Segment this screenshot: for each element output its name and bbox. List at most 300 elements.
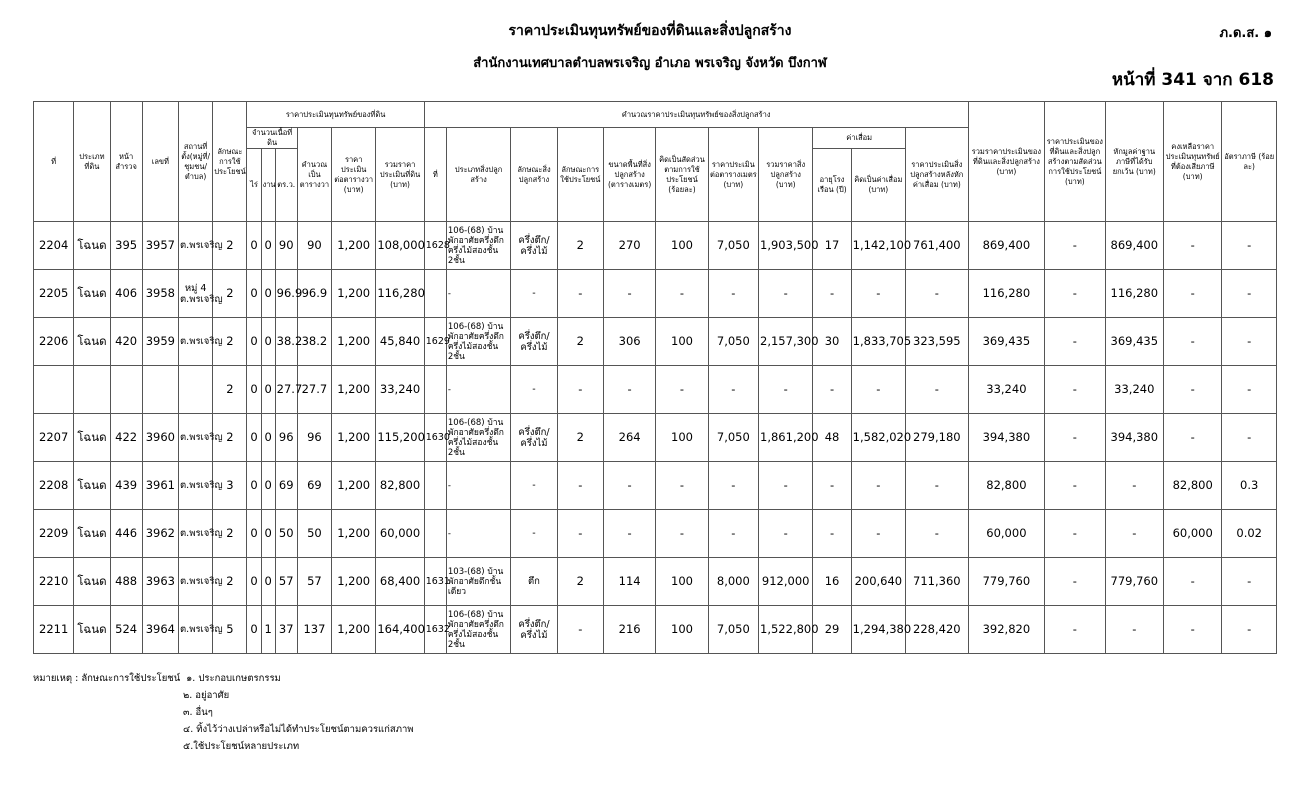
cell-calc: 137 — [297, 606, 331, 654]
note-item: ๔. ทิ้งไว้ว่างเปล่าหรือไม่ได้ทำประโยชน์ตามควรแก่สภาพ — [183, 724, 414, 735]
cell-exempt: 869,400 — [1105, 222, 1163, 270]
cell-dep: - — [851, 270, 905, 318]
cell-land-type: โฉนด — [74, 414, 110, 462]
cell-number — [142, 366, 178, 414]
cell-dep: 1,142,100 — [851, 222, 905, 270]
cell-location: หมู่ 4 ต.พรเจริญ — [179, 270, 213, 318]
cell-exempt: - — [1105, 606, 1163, 654]
cell-after-dep: 323,595 — [906, 318, 969, 366]
cell-ngan: 0 — [261, 366, 275, 414]
cell-b-kind: ครึ่งตึก/ครึ่งไม้ — [511, 318, 557, 366]
cell-rate: - — [1222, 414, 1277, 462]
cell-number: 3957 — [142, 222, 178, 270]
cell-b-total: 1,903,500 — [759, 222, 813, 270]
group-land: ราคาประเมินทุนทรัพย์ของที่ดิน — [247, 102, 424, 128]
cell-rate: - — [1222, 318, 1277, 366]
cell-b-ppsm: 7,050 — [708, 606, 758, 654]
cell-b-kind: ครึ่งตึก/ครึ่งไม้ — [511, 606, 557, 654]
cell-page: 395 — [110, 222, 142, 270]
col-location: สถานที่ตั้ง(หมู่ที่/ชุมชน/ตำบล) — [179, 102, 213, 222]
cell-b-ppsm: 8,000 — [708, 558, 758, 606]
cell-b-total: 2,157,300 — [759, 318, 813, 366]
cell-b-use: - — [557, 510, 603, 558]
cell-exempt: 779,760 — [1105, 558, 1163, 606]
cell-b-kind: ตึก — [511, 558, 557, 606]
cell-use: 2 — [213, 318, 247, 366]
table-row — [34, 414, 1277, 462]
cell-ngan: 1 — [261, 606, 275, 654]
cell-dep: - — [851, 462, 905, 510]
cell-b-size: - — [603, 270, 655, 318]
cell-b-no — [424, 366, 446, 414]
cell-grand: 394,380 — [968, 414, 1045, 462]
cell-remain: 60,000 — [1163, 510, 1221, 558]
cell-grand: 116,280 — [968, 270, 1045, 318]
cell-ngan: 0 — [261, 510, 275, 558]
cell-b-size: 114 — [603, 558, 655, 606]
cell-remain: - — [1163, 606, 1221, 654]
cell-ngan: 0 — [261, 222, 275, 270]
cell-after-dep: - — [906, 366, 969, 414]
cell-page: 420 — [110, 318, 142, 366]
cell-calc: 38.2 — [297, 318, 331, 366]
cell-land-total: 115,200 — [376, 414, 424, 462]
cell-rai: 0 — [247, 558, 261, 606]
cell-land-type: โฉนด — [74, 606, 110, 654]
cell-no: 2210 — [34, 558, 74, 606]
cell-location: ต.พรเจริญ — [179, 462, 213, 510]
cell-b-no: 1630 — [424, 414, 446, 462]
cell-by-use: - — [1045, 606, 1105, 654]
col-age: อายุโรงเรือน (ปี) — [813, 149, 851, 222]
cell-land-type: โฉนด — [74, 318, 110, 366]
cell-b-total: 1,522,800 — [759, 606, 813, 654]
cell-location: ต.พรเจริญ — [179, 222, 213, 270]
cell-b-use: - — [557, 606, 603, 654]
cell-remain: - — [1163, 366, 1221, 414]
cell-b-ppsm: - — [708, 510, 758, 558]
cell-by-use: - — [1045, 462, 1105, 510]
cell-location: ต.พรเจริญ — [179, 558, 213, 606]
cell-exempt: - — [1105, 510, 1163, 558]
cell-remain: - — [1163, 270, 1221, 318]
col-remaining: คงเหลือราคาประเมินทุนทรัพย์ที่ต้องเสียภาษี (บาท) — [1163, 102, 1221, 222]
cell-location — [179, 366, 213, 414]
col-building-type: ประเภทสิ่งปลูกสร้าง — [446, 128, 510, 222]
cell-after-dep: 711,360 — [906, 558, 969, 606]
note-item: ๑. ประกอบเกษตรกรรม — [186, 673, 281, 684]
cell-wa: 37 — [275, 606, 297, 654]
col-wa: ตร.ว. — [275, 149, 297, 222]
cell-b-kind: - — [511, 270, 557, 318]
cell-use: 3 — [213, 462, 247, 510]
cell-b-no — [424, 270, 446, 318]
cell-b-type: - — [446, 510, 510, 558]
form-code: ภ.ด.ส. ๑ — [1219, 26, 1272, 41]
cell-use: 2 — [213, 222, 247, 270]
cell-location: ต.พรเจริญ — [179, 318, 213, 366]
col-ngan: งาน — [261, 149, 275, 222]
cell-use: 2 — [213, 510, 247, 558]
cell-number: 3961 — [142, 462, 178, 510]
cell-page: 488 — [110, 558, 142, 606]
cell-b-kind: - — [511, 366, 557, 414]
cell-grand: 60,000 — [968, 510, 1045, 558]
cell-b-use: - — [557, 270, 603, 318]
cell-b-size: - — [603, 366, 655, 414]
cell-page: 524 — [110, 606, 142, 654]
cell-rai: 0 — [247, 606, 261, 654]
cell-rai: 0 — [247, 318, 261, 366]
cell-ppw: 1,200 — [332, 558, 376, 606]
cell-dep: 1,833,705 — [851, 318, 905, 366]
col-price-per-wa: ราคาประเมินต่อตารางวา (บาท) — [332, 128, 376, 222]
cell-calc: 96.9 — [297, 270, 331, 318]
cell-number: 3963 — [142, 558, 178, 606]
cell-no: 2204 — [34, 222, 74, 270]
cell-page — [110, 366, 142, 414]
cell-after-dep: 761,400 — [906, 222, 969, 270]
cell-land-type: โฉนด — [74, 222, 110, 270]
cell-b-total: - — [759, 510, 813, 558]
col-land-total: รวมราคาประเมินที่ดิน (บาท) — [376, 128, 424, 222]
cell-page: 422 — [110, 414, 142, 462]
cell-rate: - — [1222, 558, 1277, 606]
col-by-use: ราคาประเมินของที่ดินและสิ่งปลูกสร้างตามสัดส่วนการใช้ประโยชน์ (บาท) — [1045, 102, 1105, 222]
cell-land-type: โฉนด — [74, 270, 110, 318]
cell-b-kind: - — [511, 510, 557, 558]
cell-number: 3964 — [142, 606, 178, 654]
cell-no: 2206 — [34, 318, 74, 366]
cell-b-pct: 100 — [656, 558, 708, 606]
cell-dep: 1,294,380 — [851, 606, 905, 654]
cell-after-dep: - — [906, 510, 969, 558]
cell-wa: 96.9 — [275, 270, 297, 318]
col-land-type: ประเภทที่ดิน — [74, 102, 110, 222]
cell-rate: - — [1222, 270, 1277, 318]
notes — [33, 670, 414, 755]
cell-b-ppsm: 7,050 — [708, 414, 758, 462]
cell-b-type: - — [446, 366, 510, 414]
cell-b-no: 1629 — [424, 318, 446, 366]
cell-number: 3960 — [142, 414, 178, 462]
cell-land-type: โฉนด — [74, 558, 110, 606]
cell-b-kind: - — [511, 462, 557, 510]
cell-b-ppsm: - — [708, 270, 758, 318]
cell-land-type: โฉนด — [74, 510, 110, 558]
cell-by-use: - — [1045, 414, 1105, 462]
note-item: ๕.ใช้ประโยชน์หลายประเภท — [183, 741, 300, 752]
cell-b-ppsm: - — [708, 462, 758, 510]
page-number: หน้าที่ 341 จาก 618 — [1111, 70, 1274, 90]
cell-after-dep: 228,420 — [906, 606, 969, 654]
cell-remain: 82,800 — [1163, 462, 1221, 510]
cell-b-pct: 100 — [656, 414, 708, 462]
cell-use: 2 — [213, 366, 247, 414]
cell-b-pct: 100 — [656, 606, 708, 654]
col-depreciation-amount: คิดเป็นค่าเสื่อม (บาท) — [851, 149, 905, 222]
cell-no: 2208 — [34, 462, 74, 510]
cell-b-size: - — [603, 462, 655, 510]
cell-no: 2209 — [34, 510, 74, 558]
cell-age: 30 — [813, 318, 851, 366]
cell-dep: 1,582,020 — [851, 414, 905, 462]
cell-rate: 0.02 — [1222, 510, 1277, 558]
cell-b-total: - — [759, 462, 813, 510]
col-number: เลขที่ — [142, 102, 178, 222]
table-row — [34, 462, 1277, 510]
table-body — [34, 222, 1277, 654]
cell-location: ต.พรเจริญ — [179, 510, 213, 558]
cell-b-total: 912,000 — [759, 558, 813, 606]
cell-no: 2211 — [34, 606, 74, 654]
cell-b-type: - — [446, 270, 510, 318]
cell-b-total: 1,861,200 — [759, 414, 813, 462]
cell-ppw: 1,200 — [332, 270, 376, 318]
cell-wa: 96 — [275, 414, 297, 462]
table-row — [34, 366, 1277, 414]
cell-land-total: 45,840 — [376, 318, 424, 366]
cell-remain: - — [1163, 222, 1221, 270]
cell-b-size: 216 — [603, 606, 655, 654]
cell-exempt: 369,435 — [1105, 318, 1163, 366]
cell-use: 2 — [213, 414, 247, 462]
cell-land-total: 108,000 — [376, 222, 424, 270]
cell-rai: 0 — [247, 510, 261, 558]
cell-b-use: 2 — [557, 414, 603, 462]
cell-grand: 33,240 — [968, 366, 1045, 414]
cell-b-use: 2 — [557, 318, 603, 366]
cell-rai: 0 — [247, 414, 261, 462]
col-calc-area: คำนวณเป็นตารางวา — [297, 128, 331, 222]
cell-land-total: 68,400 — [376, 558, 424, 606]
assessment-table — [33, 101, 1277, 654]
cell-page: 439 — [110, 462, 142, 510]
group-land-area: จำนวนเนื้อที่ดิน — [247, 128, 297, 149]
cell-calc: 27.7 — [297, 366, 331, 414]
cell-ppw: 1,200 — [332, 366, 376, 414]
cell-by-use: - — [1045, 318, 1105, 366]
cell-b-pct: 100 — [656, 222, 708, 270]
cell-b-pct: - — [656, 270, 708, 318]
cell-b-use: 2 — [557, 558, 603, 606]
col-after-depreciation: ราคาประเมินสิ่งปลูกสร้างหลังหักค่าเสื่อม (บาท) — [906, 128, 969, 222]
cell-b-type: 106-(68) บ้านพักอาศัยครึ่งตึกครึ่งไม้สองชั้น 2ชั้น — [446, 606, 510, 654]
cell-dep: 200,640 — [851, 558, 905, 606]
table-row — [34, 510, 1277, 558]
cell-grand: 369,435 — [968, 318, 1045, 366]
cell-ppw: 1,200 — [332, 462, 376, 510]
note-item: ๒. อยู่อาศัย — [183, 690, 230, 701]
cell-use: 2 — [213, 558, 247, 606]
cell-by-use: - — [1045, 270, 1105, 318]
cell-number: 3958 — [142, 270, 178, 318]
cell-use: 2 — [213, 270, 247, 318]
cell-b-size: 264 — [603, 414, 655, 462]
document-title: ราคาประเมินทุนทรัพย์ของที่ดินและสิ่งปลูกสร้าง — [508, 23, 792, 39]
cell-ngan: 0 — [261, 270, 275, 318]
cell-b-size: 306 — [603, 318, 655, 366]
cell-b-no — [424, 462, 446, 510]
cell-b-use: 2 — [557, 222, 603, 270]
cell-b-no: 1631 — [424, 558, 446, 606]
cell-b-type: 106-(68) บ้านพักอาศัยครึ่งตึกครึ่งไม้สองชั้น 2ชั้น — [446, 414, 510, 462]
cell-ppw: 1,200 — [332, 510, 376, 558]
cell-rai: 0 — [247, 270, 261, 318]
cell-b-use: - — [557, 366, 603, 414]
cell-land-total: 82,800 — [376, 462, 424, 510]
cell-grand: 82,800 — [968, 462, 1045, 510]
cell-ppw: 1,200 — [332, 318, 376, 366]
cell-wa: 38.2 — [275, 318, 297, 366]
cell-no — [34, 366, 74, 414]
cell-no: 2207 — [34, 414, 74, 462]
table-row — [34, 558, 1277, 606]
cell-b-size: 270 — [603, 222, 655, 270]
cell-wa: 69 — [275, 462, 297, 510]
cell-after-dep: 279,180 — [906, 414, 969, 462]
col-survey-page: หน้าสำรวจ — [110, 102, 142, 222]
col-grand-total: รวมราคาประเมินของที่ดินและสิ่งปลูกสร้าง (บาท) — [968, 102, 1045, 222]
cell-b-pct: - — [656, 510, 708, 558]
cell-number: 3962 — [142, 510, 178, 558]
cell-b-no: 1628 — [424, 222, 446, 270]
col-no: ที่ — [34, 102, 74, 222]
cell-age: 17 — [813, 222, 851, 270]
cell-b-no — [424, 510, 446, 558]
cell-age: - — [813, 462, 851, 510]
cell-no: 2205 — [34, 270, 74, 318]
cell-age: - — [813, 366, 851, 414]
cell-exempt: 33,240 — [1105, 366, 1163, 414]
group-building: คำนวณราคาประเมินทุนทรัพย์ของสิ่งปลูกสร้าง — [424, 102, 968, 128]
document-subtitle: สำนักงานเทศบาลตำบลพรเจริญ อำเภอ พรเจริญ จังหวัด บึงกาฬ — [473, 56, 827, 71]
cell-by-use: - — [1045, 510, 1105, 558]
table-row — [34, 606, 1277, 654]
cell-remain: - — [1163, 414, 1221, 462]
cell-age: 16 — [813, 558, 851, 606]
cell-rate: - — [1222, 606, 1277, 654]
cell-b-type: 106-(68) บ้านพักอาศัยครึ่งตึกครึ่งไม้สองชั้น 2ชั้น — [446, 318, 510, 366]
col-building-use: ลักษณะการใช้ประโยชน์ — [557, 128, 603, 222]
cell-wa: 50 — [275, 510, 297, 558]
cell-rai: 0 — [247, 462, 261, 510]
col-land-use: ลักษณะการใช้ประโยชน์ — [213, 102, 247, 222]
cell-location: ต.พรเจริญ — [179, 606, 213, 654]
cell-after-dep: - — [906, 270, 969, 318]
cell-wa: 27.7 — [275, 366, 297, 414]
cell-age: 48 — [813, 414, 851, 462]
cell-dep: - — [851, 510, 905, 558]
cell-exempt: 116,280 — [1105, 270, 1163, 318]
cell-exempt: - — [1105, 462, 1163, 510]
cell-land-total: 164,400 — [376, 606, 424, 654]
cell-remain: - — [1163, 318, 1221, 366]
cell-page: 406 — [110, 270, 142, 318]
cell-b-ppsm: - — [708, 366, 758, 414]
cell-b-total: - — [759, 366, 813, 414]
cell-b-kind: ครึ่งตึก/ครึ่งไม้ — [511, 414, 557, 462]
cell-land-total: 33,240 — [376, 366, 424, 414]
cell-land-type: โฉนด — [74, 462, 110, 510]
cell-b-ppsm: 7,050 — [708, 318, 758, 366]
cell-number: 3959 — [142, 318, 178, 366]
cell-age: - — [813, 510, 851, 558]
cell-ngan: 0 — [261, 414, 275, 462]
cell-b-no: 1632 — [424, 606, 446, 654]
col-building-size: ขนาดพื้นที่สิ่งปลูกสร้าง (ตารางเมตร) — [603, 128, 655, 222]
cell-b-use: - — [557, 462, 603, 510]
cell-calc: 50 — [297, 510, 331, 558]
cell-calc: 69 — [297, 462, 331, 510]
cell-ppw: 1,200 — [332, 606, 376, 654]
cell-rate: - — [1222, 222, 1277, 270]
cell-remain: - — [1163, 558, 1221, 606]
col-building-total: รวมราคาสิ่งปลูกสร้าง (บาท) — [759, 128, 813, 222]
cell-b-type: - — [446, 462, 510, 510]
group-depreciation: ค่าเสื่อม — [813, 128, 906, 149]
col-rai: ไร่ — [247, 149, 261, 222]
cell-by-use: - — [1045, 366, 1105, 414]
cell-page: 446 — [110, 510, 142, 558]
cell-b-type: 103-(68) บ้านพักอาศัยตึกชั้นเดียว — [446, 558, 510, 606]
cell-age: 29 — [813, 606, 851, 654]
cell-age: - — [813, 270, 851, 318]
cell-rai: 0 — [247, 366, 261, 414]
cell-exempt: 394,380 — [1105, 414, 1163, 462]
cell-ngan: 0 — [261, 318, 275, 366]
cell-b-pct: 100 — [656, 318, 708, 366]
cell-b-total: - — [759, 270, 813, 318]
cell-b-kind: ครึ่งตึก/ครึ่งไม้ — [511, 222, 557, 270]
cell-b-pct: - — [656, 462, 708, 510]
cell-calc: 90 — [297, 222, 331, 270]
cell-b-type: 106-(68) บ้านพักอาศัยครึ่งตึกครึ่งไม้สองชั้น 2ชั้น — [446, 222, 510, 270]
cell-wa: 90 — [275, 222, 297, 270]
cell-ppw: 1,200 — [332, 222, 376, 270]
cell-b-size: - — [603, 510, 655, 558]
cell-b-ppsm: 7,050 — [708, 222, 758, 270]
cell-land-total: 116,280 — [376, 270, 424, 318]
cell-grand: 869,400 — [968, 222, 1045, 270]
cell-rai: 0 — [247, 222, 261, 270]
notes-label: หมายเหตุ : ลักษณะการใช้ประโยชน์ ๑. ประกอบเกษตรกรรม — [33, 673, 281, 684]
cell-grand: 779,760 — [968, 558, 1045, 606]
cell-calc: 96 — [297, 414, 331, 462]
cell-location: ต.พรเจริญ — [179, 414, 213, 462]
cell-ngan: 0 — [261, 462, 275, 510]
cell-rate: - — [1222, 366, 1277, 414]
cell-rate: 0.3 — [1222, 462, 1277, 510]
col-building-percent: คิดเป็นสัดส่วนตามการใช้ประโยชน์ (ร้อยละ) — [656, 128, 708, 222]
cell-wa: 57 — [275, 558, 297, 606]
cell-land-total: 60,000 — [376, 510, 424, 558]
cell-use: 5 — [213, 606, 247, 654]
cell-grand: 392,820 — [968, 606, 1045, 654]
cell-ngan: 0 — [261, 558, 275, 606]
cell-by-use: - — [1045, 222, 1105, 270]
col-exempt: หักมูลค่าฐานภาษีที่ได้รับยกเว้น (บาท) — [1105, 102, 1163, 222]
col-tax-rate: อัตราภาษี (ร้อยละ) — [1222, 102, 1277, 222]
table-row — [34, 270, 1277, 318]
col-building-price-sqm: ราคาประเมินต่อตารางเมตร (บาท) — [708, 128, 758, 222]
col-building-kind: ลักษณะสิ่งปลูกสร้าง — [511, 128, 557, 222]
cell-calc: 57 — [297, 558, 331, 606]
col-building-no: ที่ — [424, 128, 446, 222]
cell-after-dep: - — [906, 462, 969, 510]
cell-dep: - — [851, 366, 905, 414]
cell-land-type — [74, 366, 110, 414]
